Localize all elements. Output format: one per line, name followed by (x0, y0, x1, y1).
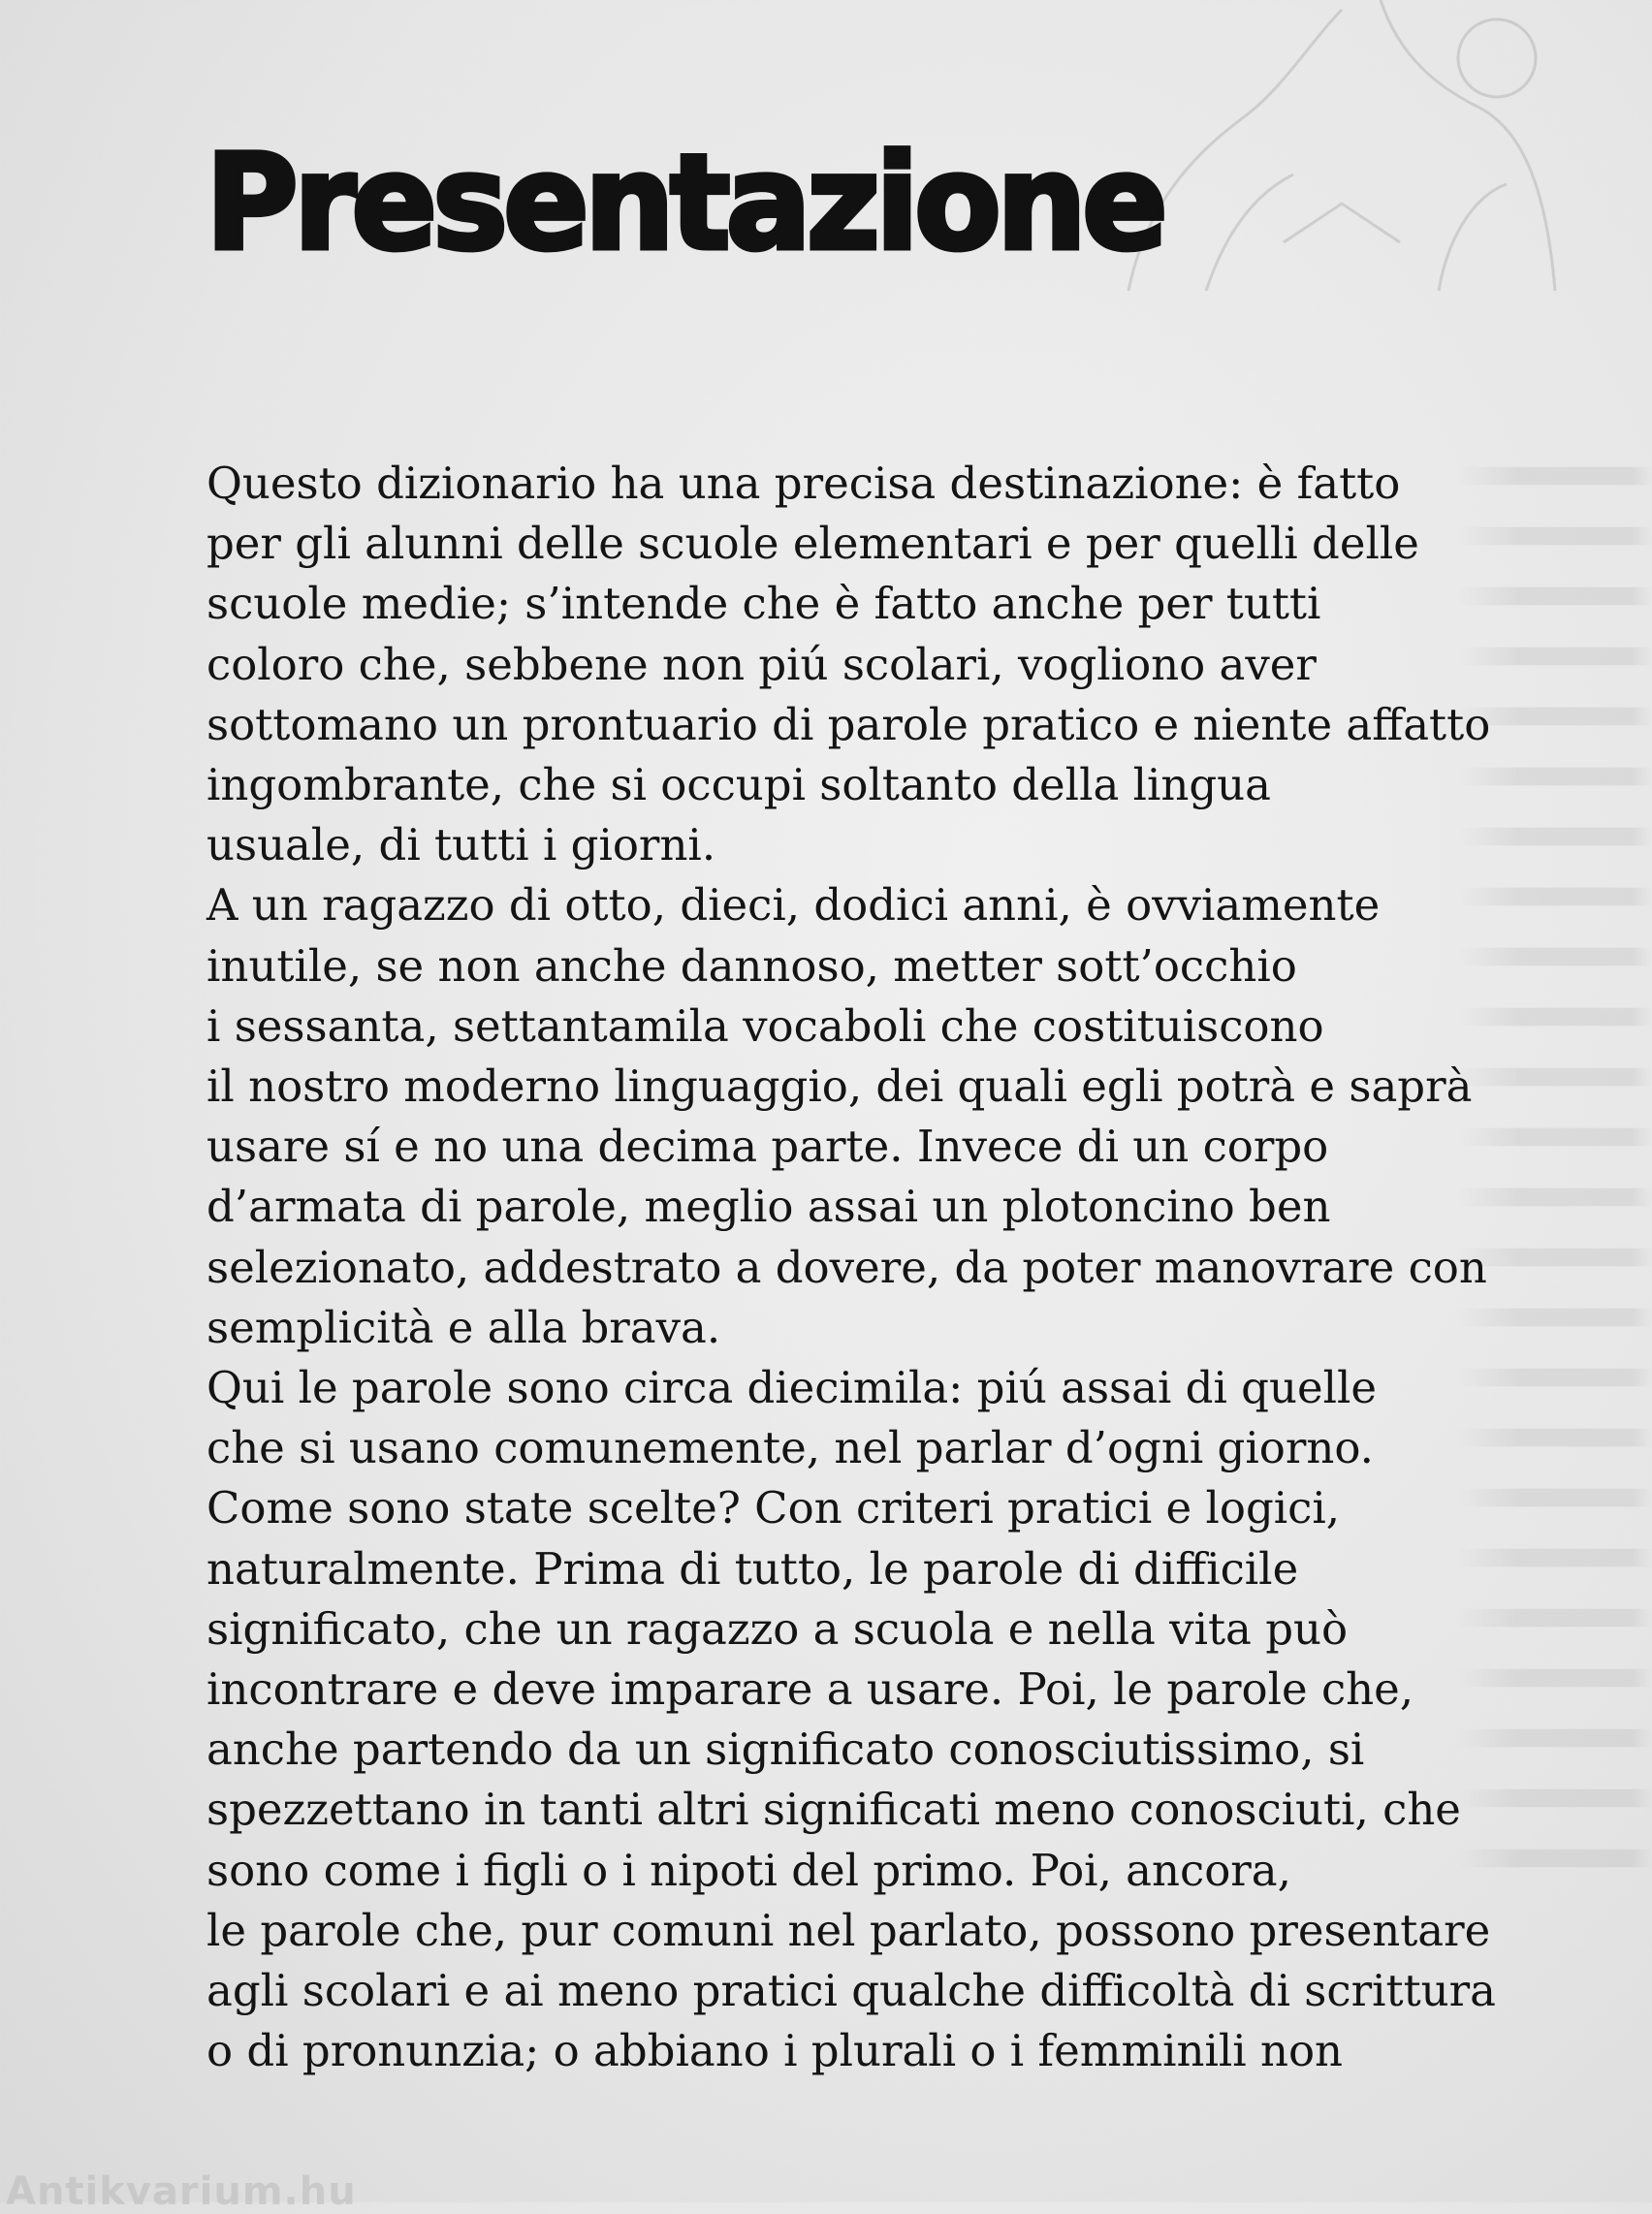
text-line: inutile, se non anche dannoso, metter sott’occhio (206, 939, 1297, 992)
text-line: d’armata di parole, meglio assai un plotoncino ben (206, 1181, 1331, 1233)
text-line: usuale, di tutti i giorni. (206, 819, 716, 871)
text-line: agli scolari e ai meno pratici qualche difficoltà di scrittura (206, 1965, 1496, 2017)
page-title: Presentazione (206, 127, 1163, 280)
text-line: naturalmente. Prima di tutto, le parole di difficile (206, 1542, 1299, 1595)
text-line: semplicità e alla brava. (206, 1301, 721, 1353)
show-through-illustration (1090, 0, 1594, 310)
text-line: sono come i figli o i nipoti del primo. Poi, ancora, (206, 1844, 1291, 1896)
text-line: sottomano un prontuario di parole pratico e niente affatto (206, 698, 1491, 750)
text-line: incontrare e deve imparare a usare. Poi, le parole che, (206, 1663, 1414, 1716)
text-line: spezzettano in tanti altri significati meno conosciuti, che (206, 1784, 1461, 1836)
text-line: significato, che un ragazzo a scuola e nella vita può (206, 1602, 1349, 1655)
text-line: anche partendo da un significato conosciutissimo, si (206, 1724, 1365, 1776)
presentation-paragraph (206, 454, 1564, 2081)
text-line: Qui le parole sono circa diecimila: piú assai di quelle (206, 1362, 1378, 1414)
watermark: Antikvarium.hu (6, 2169, 357, 2214)
text-line: ingombrante, che si occupi soltanto della lingua (206, 759, 1271, 811)
text-line: per gli alunni delle scuole elementari e per quelli delle (206, 518, 1419, 570)
text-line: il nostro moderno linguaggio, dei quali egli potrà e saprà (206, 1060, 1473, 1113)
text-line: selezionato, addestrato a dovere, da poter manovrare con (206, 1241, 1487, 1293)
text-line: i sessanta, settantamila vocaboli che costituiscono (206, 999, 1324, 1052)
text-line: o di pronunzia; o abbiano i plurali o i femminili non (206, 2025, 1344, 2077)
text-line: che si usano comunemente, nel parlar d’ogni giorno. (206, 1422, 1374, 1474)
text-line: scuole medie; s’intende che è fatto anche per tutti (206, 578, 1321, 630)
text-line: Come sono state scelte? Con criteri pratici e logici, (206, 1482, 1341, 1534)
text-line: le parole che, pur comuni nel parlato, possono presentare (206, 1904, 1491, 1956)
text-line: usare sí e no una decima parte. Invece di un corpo (206, 1121, 1329, 1173)
text-line: A un ragazzo di otto, dieci, dodici anni, è ovviamente (206, 879, 1381, 932)
text-line: Questo dizionario ha una precisa destinazione: è fatto (206, 458, 1401, 509)
text-line: coloro che, sebbene non piú scolari, vogliono aver (206, 638, 1317, 690)
